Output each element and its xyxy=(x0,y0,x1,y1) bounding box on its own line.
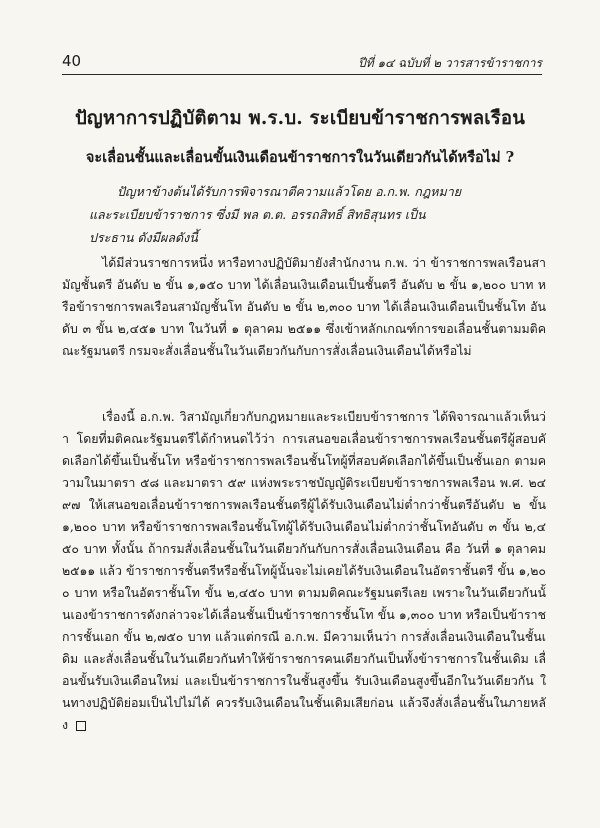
journal-info: ปีที่ ๑๔ ฉบับที่ ๒ วารสารข้าราชการ xyxy=(358,56,542,70)
intro-block xyxy=(89,180,547,249)
article-title: ปัญหาการปฏิบัติตาม พ.ร.บ. ระเบียบข้าราชการพลเรือน xyxy=(74,108,526,129)
intro-line: และระเบียบข้าราชการ ซึ่งมี พล ต.ต. อรรถสิทธิ์ สิทธิสุนทร เป็น xyxy=(89,207,426,222)
paragraph-text: เรื่องนี้ อ.ก.พ. วิสามัญเกี่ยวกับกฎหมายและระเบียบข้าราชการ ได้พิจารณาแล้วเห็นว่า โดยที่มติคณะรัฐมนตรีได้กำหนดไว้ว่า การเสนอขอเลื่อนข้าราชการพลเรือนชั้นตรีผู้สอบคัดเลือกได้ขึ้นเป็นชั้นโท หรือข้าราชการพลเรือนชั้นโทผู้ที่สอบคัดเลือกได้ขึ้นเป็นชั้นเอก ตามความในมาตรา ๕๘ และมาตรา ๕๙ แห่งพระราชบัญญัติระเบียบข้าราชการพลเรือน พ.ศ. ๒๔๙๗ ให้เสนอขอเลื่อนข้าราชการพลเรือนชั้นตรีผู้ได้รับเงินเดือนไม่ต่ำกว่าชั้นตรีอันดับ ๒ ขั้น ๑,๒๐๐ บาท หรือข้าราชการพลเรือนชั้นโทผู้ได้รับเงินเดือนไม่ต่ำกว่าชั้นโทอันดับ ๓ ขั้น ๒,๔๕๐ บาท ทั้งนั้น ถ้ากรมสั่งเลื่อนชั้นในวันเดียวกันกับการสั่งเลื่อนเงินเดือน คือ วันที่ ๑ ตุลาคม ๒๕๑๑ แล้ว ข้าราชการชั้นตรีหรือชั้นโทผู้นั้นจะไม่เคยได้รับเงินเดือนในอัตราชั้นตรี ขั้น ๑,๒๐๐ บาท หรือในอัตราชั้นโท ขั้น ๒,๔๕๐ บาท ตามมติคณะรัฐมนตรีเลย เพราะในวันเดียวกันนั้นเองข้าราชการดังกล่าวจะได้เลื่อนชั้นเป็นข้าราชการชั้นโท ขั้น ๑,๓๐๐ บาท หรือเป็นข้าราชการชั้นเอก ขั้น ๒,๗๕๐ บาท แล้วแต่กรณี อ.ก.พ. มีความเห็นว่า การสั่งเลื่อนเงินเดือนในชั้นเดิม และสั่งเลื่อนชั้นในวันเดียวกันทำให้ข้าราชการคนเดียวกันเป็นทั้งข้าราชการในชั้นเดิม เลื่อนขั้นรับเงินเดือนใหม่ และเป็นข้าราชการในชั้นสูงขึ้น รับเงินเดือนสูงขึ้นอีกในวันเดียวกัน ในทางปฏิบัติย่อมเป็นไปไม่ได้ ควรรับเงินเดือนในชั้นเดิมเสียก่อน แล้วจึงสั่งเลื่อนชั้นในภายหลัง xyxy=(62,409,546,732)
body-paragraph-2 xyxy=(62,406,546,736)
end-of-article-mark xyxy=(76,721,86,731)
article-subtitle: จะเลื่อนชั้นและเลื่อนขั้นเงินเดือนข้าราชการในวันเดียวกันได้หรือไม่ ? xyxy=(85,149,515,166)
intro-line: ปัญหาข้างต้นได้รับการพิจารณาตีความแล้วโดย อ.ก.พ. กฎหมาย xyxy=(117,184,462,199)
page-number: 40 xyxy=(62,52,82,70)
page-header xyxy=(62,50,542,74)
intro-line: ประธาน ดังมีผลดังนี้ xyxy=(89,230,198,245)
paragraph-text: ได้มีส่วนราชการหนึ่ง หารือทางปฏิบัติมายังสำนักงาน ก.พ. ว่า ข้าราชการพลเรือนสามัญชั้นตรี อันดับ ๒ ขั้น ๑,๑๕๐ บาท ได้เลื่อนเงินเดือนเป็นชั้นตรี อันดับ ๒ ขั้น ๑,๒๐๐ บาท หรือข้าราชการพลเรือนสามัญชั้นโท อันดับ ๒ ขั้น ๒,๓๐๐ บาท ได้เลื่อนเงินเดือนเป็นชั้นโท อันดับ ๓ ขั้น ๒,๔๕๑ บาท ในวันที่ ๑ ตุลาคม ๒๕๑๑ ซึ่งเข้าหลักเกณฑ์การขอเลื่อนชั้นตามมติคณะรัฐมนตรี กรมจะสั่งเลื่อนชั้นในวันเดียวกันกับการสั่งเลื่อนเงินเดือนได้หรือไม่ xyxy=(62,255,546,358)
body-paragraph-1 xyxy=(62,252,546,362)
header-rule xyxy=(62,74,542,75)
